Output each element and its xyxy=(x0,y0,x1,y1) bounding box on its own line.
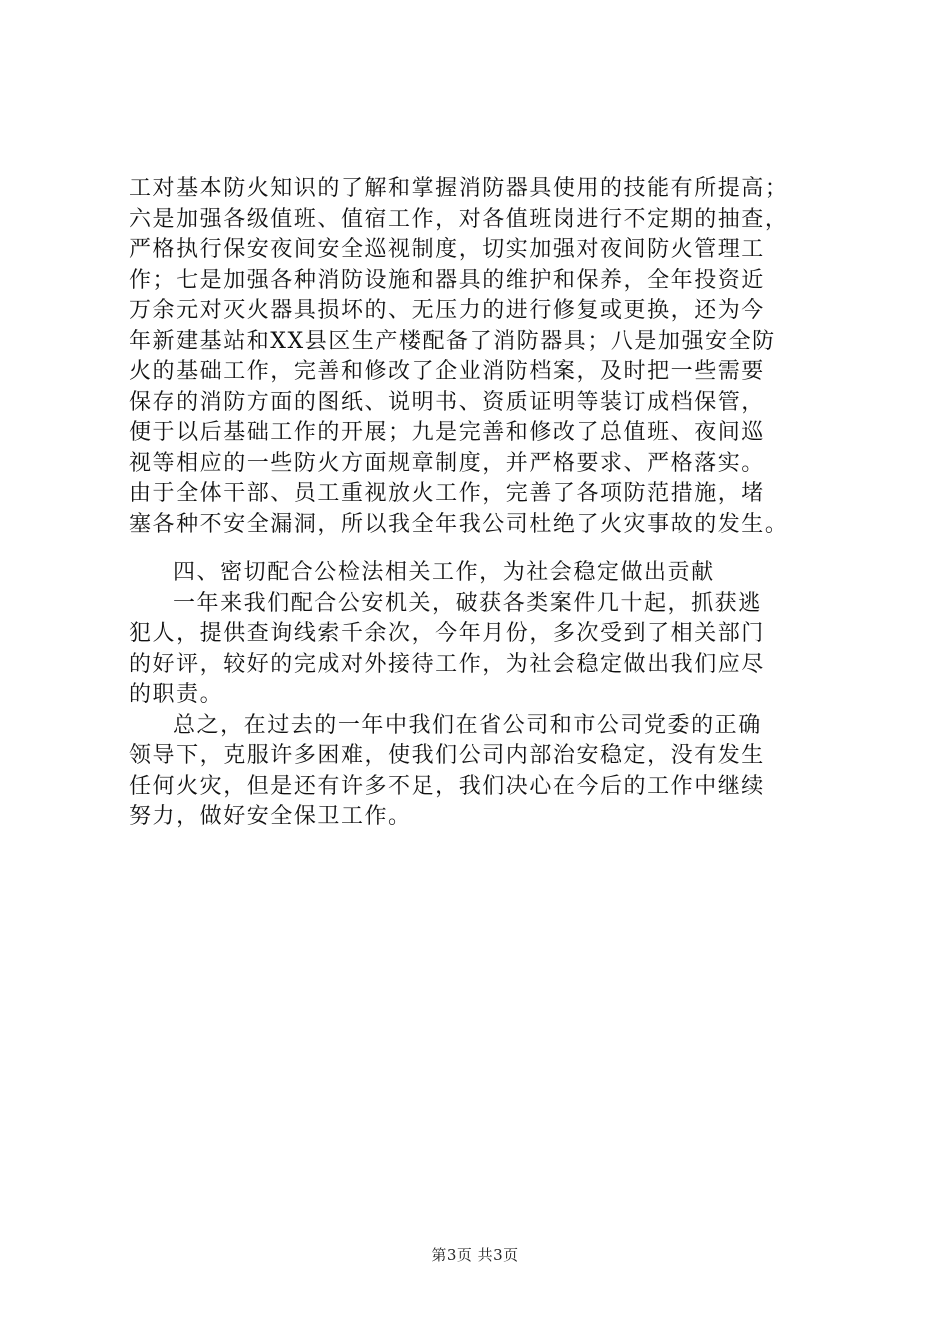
text-line: 保存的消防方面的图纸、说明书、资质证明等装订成档保管， xyxy=(129,389,765,415)
text-line: 的职责。 xyxy=(129,682,224,707)
text-line: 的好评，较好的完成对外接待工作，为社会稳定做出我们应尽 xyxy=(129,651,765,677)
paragraph-fire-safety xyxy=(129,174,859,540)
text-line: 任何火灾，但是还有许多不足，我们决心在今后的工作中继续 xyxy=(129,773,765,799)
document-body xyxy=(129,174,859,833)
text-line: 由于全体干部、员工重视放火工作，完善了各项防范措施，堵 xyxy=(129,481,765,506)
section-heading-four: 四、密切配合公检法相关工作，为社会稳定做出贡献 xyxy=(173,560,715,585)
text-line: 作；七是加强各种消防设施和器具的维护和保养，全年投资近 xyxy=(129,267,765,293)
text-line: 火的基础工作，完善和修改了企业消防档案，及时把一些需要 xyxy=(129,359,765,384)
text-line: 工对基本防火知识的了解和掌握消防器具使用的技能有所提高； xyxy=(129,176,789,201)
text-line: 塞各种不安全漏洞，所以我全年我公司杜绝了火灾事故的发生。 xyxy=(129,511,789,537)
page-footer: 第3页 共3页 xyxy=(431,1246,519,1264)
text-line: 一年来我们配合公安机关，破获各类案件几十起，抓获逃 xyxy=(173,590,762,616)
text-line: 视等相应的一些防火方面规章制度，并严格要求、严格落实。 xyxy=(129,450,765,476)
text-line: 努力，做好安全保卫工作。 xyxy=(129,804,412,829)
paragraph-summary xyxy=(129,711,859,833)
text-line: 总之，在过去的一年中我们在省公司和市公司党委的正确 xyxy=(173,712,762,738)
text-line: 领导下，克服许多困难，使我们公司内部治安稳定，没有发生 xyxy=(129,743,765,768)
text-line: 犯人，提供查询线索千余次，今年月份，多次受到了相关部门 xyxy=(129,621,765,646)
text-line: 严格执行保安夜间安全巡视制度，切实加强对夜间防火管理工 xyxy=(129,237,765,262)
paragraph-cooperation xyxy=(129,589,859,711)
text-line: 六是加强各级值班、值宿工作，对各值班岗进行不定期的抽查， xyxy=(129,206,789,232)
text-line: 便于以后基础工作的开展；九是完善和修改了总值班、夜间巡 xyxy=(129,420,765,445)
text-line: 年新建基站和XX县区生产楼配备了消防器具；八是加强安全防 xyxy=(129,328,776,354)
paragraph-gap xyxy=(129,540,859,558)
text-line: 万余元对灭火器具损坏的、无压力的进行修复或更换，还为今 xyxy=(129,298,765,323)
